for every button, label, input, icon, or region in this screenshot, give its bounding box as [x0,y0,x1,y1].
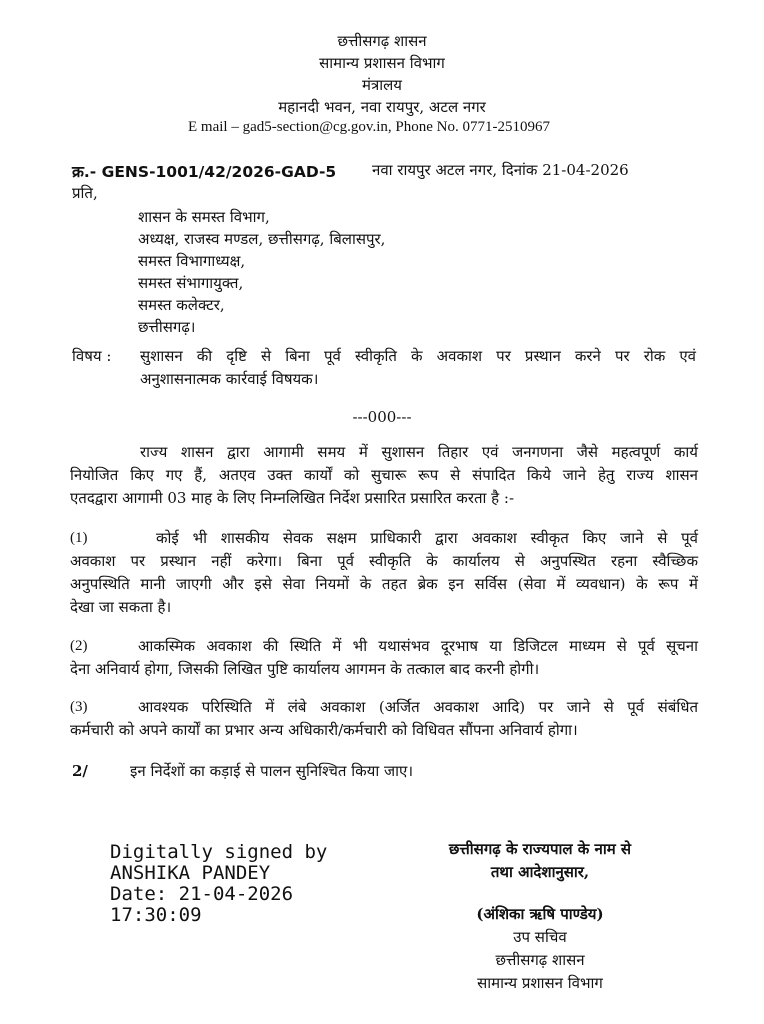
point-line: कर्मचारी को अपने कार्यों का प्रभार अन्य अधिकारी/कर्मचारी को विधिवत सौंपना अनिवार्य होगा। [70,721,578,739]
point-line: अनुपस्थिति मानी जाएगी और इसे सेवा नियमों के तहत ब्रेक इन सर्विस (सेवा में व्यवधान) के रूप में [70,575,698,593]
point-line: आकस्मिक अवकाश की स्थिति में भी यथासंभव दूरभाष या डिजिटल माध्यम से पूर्व सूचना [138,637,698,655]
authority-line: तथा आदेशानुसार, [490,863,590,881]
signatory-office: सामान्य प्रशासन विभाग [477,974,603,992]
place-date: नवा रायपुर अटल नगर, दिनांक 21-04-2026 [372,161,629,179]
point-line: आवश्यक परिस्थिति में लंबे अवकाश (अर्जित अवकाश आदि) पर जाने से पूर्व संबंधित [138,698,698,716]
signatory-office: छत्तीसगढ़ शासन [495,951,585,969]
point-line: देखा जा सकता है। [70,598,172,616]
signature-time: 17:30:09 [110,904,202,926]
subject-line: सुशासन की दृष्टि से बिना पूर्व स्वीकृति के अवकाश पर प्रस्थान करने पर रोक एवं [140,347,696,365]
intro-line: नियोजित किए गए हैं, अतएव उक्त कार्यों को सुचारू रूप से संपादित किये जाने हेतु राज्य शासन [70,466,698,484]
recipient: समस्त संभागायुक्त, [138,274,244,292]
point-number: (2) [70,638,88,654]
recipient: समस्त विभागाध्यक्ष, [138,252,246,270]
header-address: महानदी भवन, नवा रायपुर, अटल नगर [278,98,486,116]
authority-line: छत्तीसगढ़ के राज्यपाल के नाम से [448,840,632,858]
header-department: सामान्य प्रशासन विभाग [319,54,445,72]
intro-line: राज्य शासन द्वारा आगामी समय में सुशासन तिहार एवं जनगणना जैसे महत्वपूर्ण कार्य [140,443,698,461]
separator: ---000--- [352,408,412,426]
subject-line: अनुशासनात्मक कार्रवाई विषयक। [140,370,319,388]
directive-text: इन निर्देशों का कड़ाई से पालन सुनिश्चित किया जाए। [130,762,414,780]
point-line: अवकाश पर प्रस्थान नहीं करेगा। बिना पूर्व स्वीकृति के कार्यालय से अनुपस्थित रहना स्वैच्छिक [70,552,698,570]
point-line: कोई भी शासकीय सेवक सक्षम प्राधिकारी द्वारा अवकाश स्वीकृत किए जाने से पूर्व [156,529,698,547]
digital-signature [110,842,410,926]
to-label: प्रति, [72,184,98,202]
intro-line: एतदद्वारा आगामी 03 माह के लिए निम्नलिखित निर्देश प्रसारित प्रसारित करता है :- [70,489,515,507]
recipient: अध्यक्ष, राजस्व मण्डल, छत्तीसगढ़, बिलासपुर, [138,230,386,248]
subject-label: विषय : [72,347,112,365]
signatory-name: (अंशिका ऋषि पाण्डेय) [476,905,604,923]
header-ministry: मंत्रालय [361,76,402,94]
signature-line: Digitally signed by [110,841,328,863]
point-number: (1) [70,530,88,546]
point-line: देना अनिवार्य होगा, जिसकी लिखित पुष्टि कार्यालय आगमन के तत्काल बाद करनी होगी। [70,660,540,678]
directive-number: 2/ [72,762,88,780]
recipient: छत्तीसगढ़। [138,318,196,336]
reference-number: क्र.- GENS-1001/42/2026-GAD-5 [72,163,337,181]
recipient: समस्त कलेक्टर, [138,296,225,314]
signatory-designation: उप सचिव [513,928,567,946]
recipient: शासन के समस्त विभाग, [138,208,270,226]
signature-name: ANSHIKA PANDEY [110,862,271,884]
header-contact: E mail – gad5-section@cg.gov.in, Phone No. 0771-2510967 [188,119,550,135]
signature-date: Date: 21-04-2026 [110,883,294,905]
header-govt: छत्तीसगढ़ शासन [337,32,427,50]
point-number: (3) [70,699,88,715]
